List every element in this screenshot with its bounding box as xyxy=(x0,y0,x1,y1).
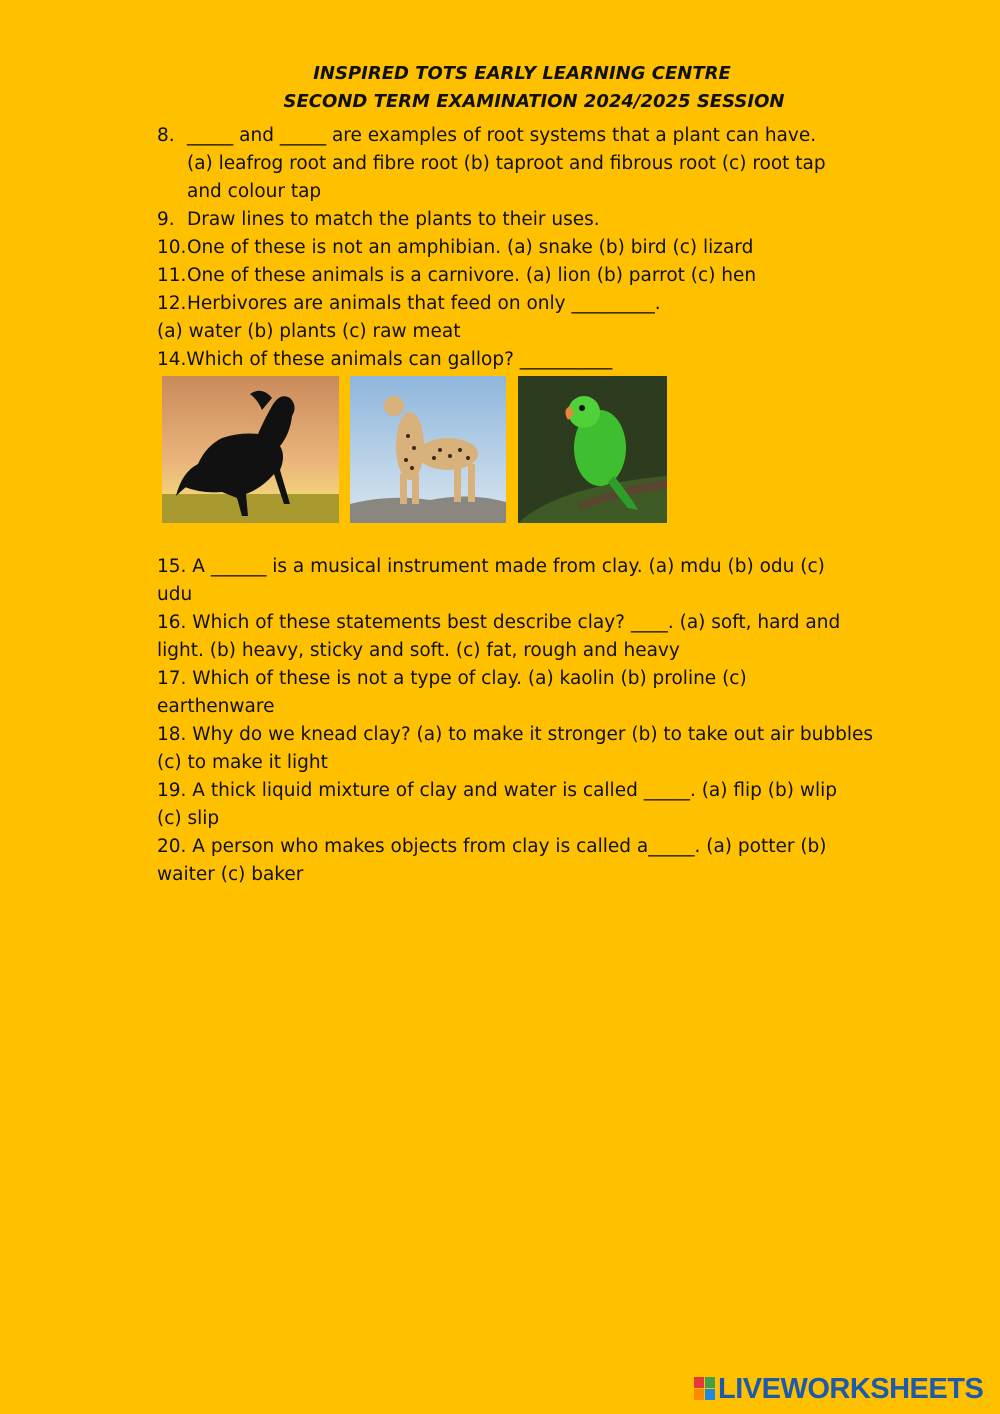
question-text: _____ and _____ are examples of root systems that a plant can have. xyxy=(187,125,817,146)
question-number: 11. xyxy=(157,265,187,286)
question-18-cont: (c) to make it light xyxy=(157,752,328,773)
question-8-options: (a) leafrog root and fibre root (b) taproot and fibrous root (c) root tap xyxy=(187,153,826,174)
question-text: One of these animals is a carnivore. (a) lion (b) parrot (c) hen xyxy=(187,265,757,286)
question-19: 19. A thick liquid mixture of clay and water is called _____. (a) flip (b) wlip xyxy=(157,780,837,801)
question-16-cont: light. (b) heavy, sticky and soft. (c) fat, rough and heavy xyxy=(157,640,680,661)
question-text: One of these is not an amphibian. (a) snake (b) bird (c) lizard xyxy=(187,237,754,258)
logo-blocks-icon xyxy=(694,1377,716,1401)
school-name: INSPIRED TOTS EARLY LEARNING CENTRE xyxy=(313,63,731,84)
question-15: 15. A ______ is a musical instrument made from clay. (a) mdu (b) odu (c) xyxy=(157,556,825,577)
question-20-cont: waiter (c) baker xyxy=(157,864,304,885)
question-14: 14.Which of these animals can gallop? __________ xyxy=(157,349,613,370)
question-17-cont: earthenware xyxy=(157,696,275,717)
question-17: 17. Which of these is not a type of clay. (a) kaolin (b) proline (c) xyxy=(157,668,747,689)
logo-text: LIVEWORKSHEETS xyxy=(718,1372,984,1405)
question-15-cont: udu xyxy=(157,584,193,605)
question-number: 12. xyxy=(157,293,187,314)
liveworksheets-logo xyxy=(694,1374,983,1404)
question-number: 8. xyxy=(157,125,175,146)
question-12 xyxy=(157,292,661,316)
question-18: 18. Why do we knead clay? (a) to make it stronger (b) to take out air bubbles xyxy=(157,724,874,745)
question-9 xyxy=(157,208,600,232)
question-16: 16. Which of these statements best describe clay? ____. (a) soft, hard and xyxy=(157,612,841,633)
question-19-cont: (c) slip xyxy=(157,808,220,829)
question-20: 20. A person who makes objects from clay is called a_____. (a) potter (b) xyxy=(157,836,827,857)
question-text: Herbivores are animals that feed on only _________. xyxy=(187,293,661,314)
exam-title: SECOND TERM EXAMINATION 2024/2025 SESSION xyxy=(283,91,785,112)
question-number: 9. xyxy=(157,209,175,230)
parrot-image xyxy=(518,376,667,523)
question-11 xyxy=(157,264,756,288)
horse-image xyxy=(162,376,339,523)
question-number: 10. xyxy=(157,237,187,258)
cheetah-image xyxy=(350,376,506,523)
question-10 xyxy=(157,236,753,260)
question-8 xyxy=(157,124,816,148)
question-8-options-cont: and colour tap xyxy=(187,181,322,202)
question-text: Draw lines to match the plants to their uses. xyxy=(187,209,600,230)
question-12-options: (a) water (b) plants (c) raw meat xyxy=(157,321,461,342)
